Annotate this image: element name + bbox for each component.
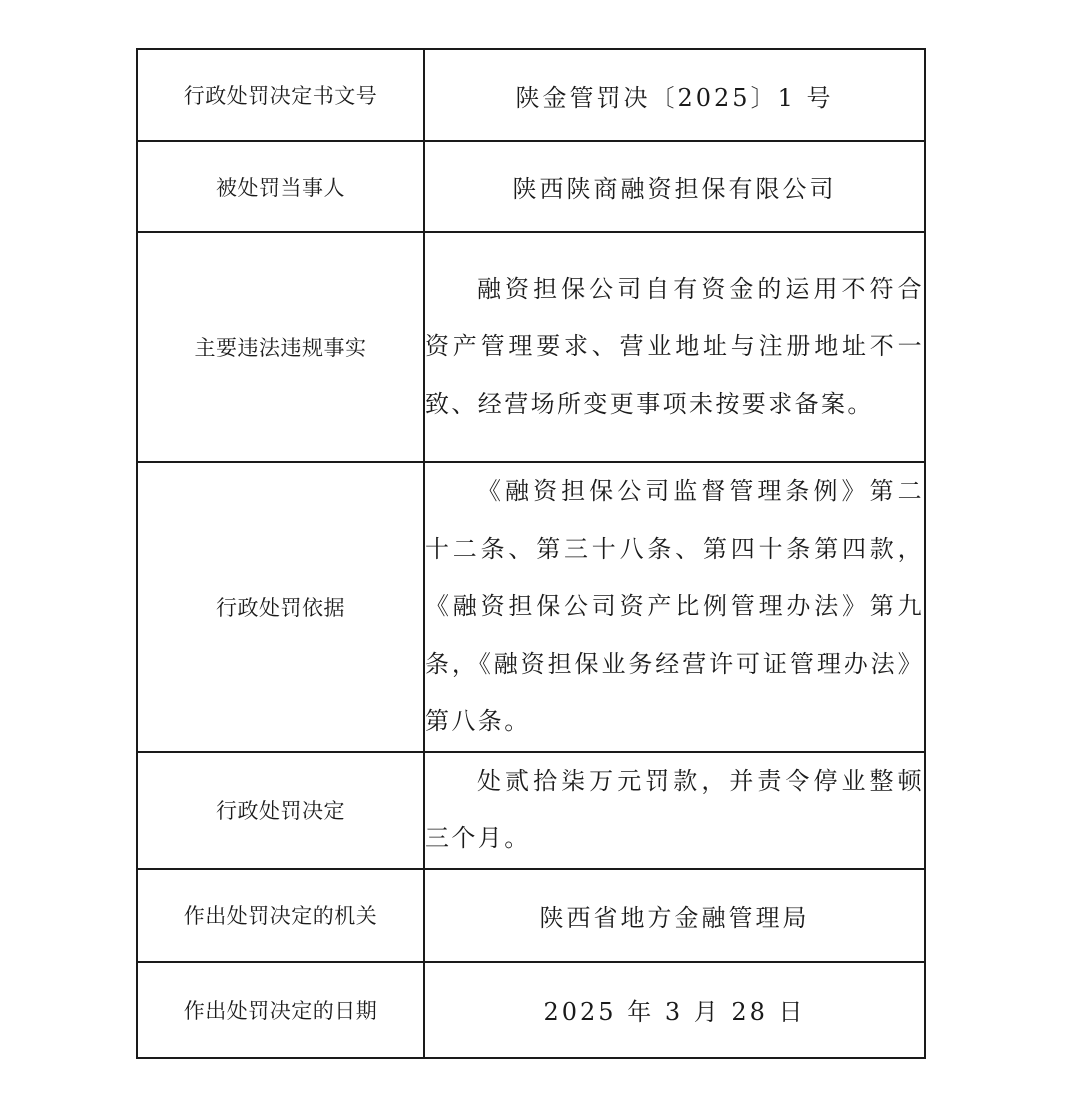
penalty-decision-value: 处贰拾柒万元罚款，并责令停业整顿三个月。: [424, 752, 925, 869]
violation-facts-label: 主要违法违规事实: [137, 232, 424, 462]
deciding-authority-value: 陕西省地方金融管理局: [424, 869, 925, 962]
deciding-authority-label: 作出处罚决定的机关: [137, 869, 424, 962]
penalty-info-table: [136, 48, 926, 1059]
decision-number-label: 行政处罚决定书文号: [137, 49, 424, 141]
penalized-party-value: 陕西陕商融资担保有限公司: [424, 141, 925, 232]
table-row: [137, 962, 925, 1058]
table-row: [137, 752, 925, 869]
penalty-decision-label: 行政处罚决定: [137, 752, 424, 869]
table-row: [137, 141, 925, 232]
table-row: [137, 462, 925, 752]
violation-facts-value: 融资担保公司自有资金的运用不符合资产管理要求、营业地址与注册地址不一致、经营场所变更事项未按要求备案。: [424, 232, 925, 462]
penalized-party-label: 被处罚当事人: [137, 141, 424, 232]
decision-date-label: 作出处罚决定的日期: [137, 962, 424, 1058]
decision-date-value: 2025 年 3 月 28 日: [424, 962, 925, 1058]
penalty-basis-value: 《融资担保公司监督管理条例》第二十二条、第三十八条、第四十条第四款，《融资担保公司资产比例管理办法》第九条，《融资担保业务经营许可证管理办法》第八条。: [424, 462, 925, 752]
table-row: [137, 49, 925, 141]
decision-number-value: 陕金管罚决〔2025〕1 号: [424, 49, 925, 141]
table-row: [137, 869, 925, 962]
penalty-basis-label: 行政处罚依据: [137, 462, 424, 752]
table-row: [137, 232, 925, 462]
